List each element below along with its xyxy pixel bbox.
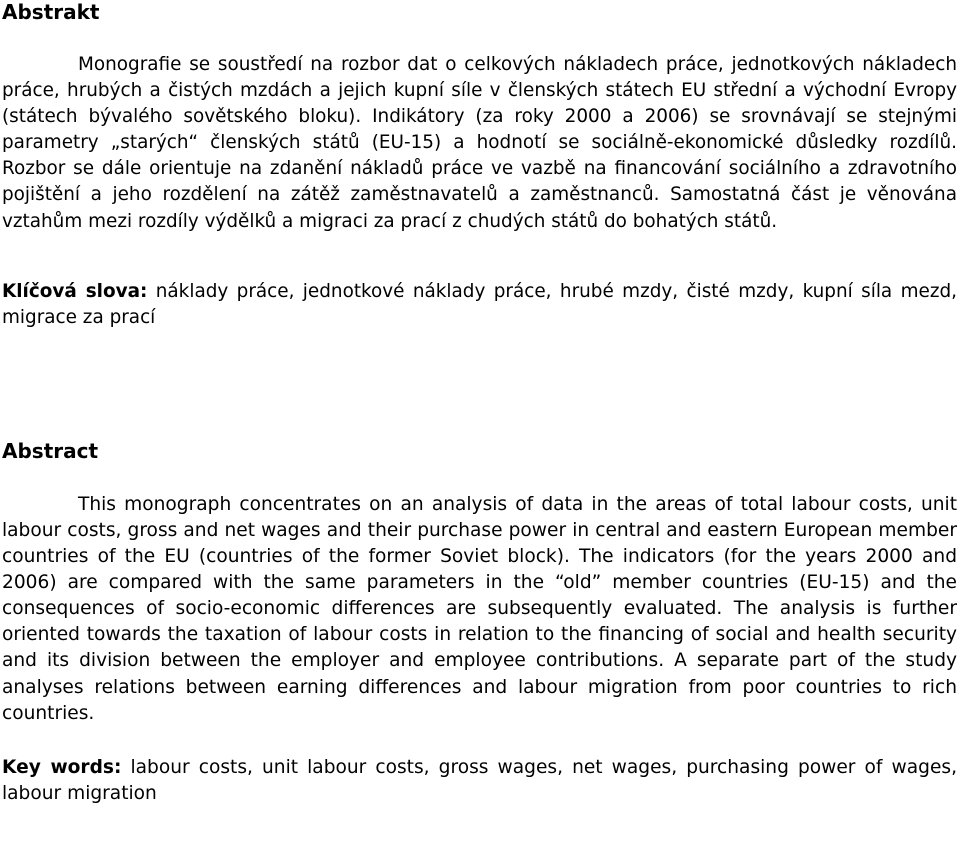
- czech-keywords-list: náklady práce, jednotkové náklady práce, hrubé mzdy, čisté mzdy, kupní síla mezd, migrace za prací: [2, 280, 957, 328]
- english-abstract-body: This monograph concentrates on an analysis of data in the areas of total labour costs, unit labour costs, gross and net wages and their purchase power in central and eastern European member countries of the EU (countries of the former Soviet block). The indicators (for the years 2000 and 2006) are compared with the same parameters in the “old” member countries (EU-15) and the consequences of socio-economic differences are subsequently evaluated. The analysis is further oriented towards the taxation of labour costs in relation to the financing of social and health security and its division between the employer and employee contributions. A separate part of the study analyses relations between earning differences and labour migration from poor countries to rich countries.: [2, 493, 957, 724]
- czech-keywords-label: Klíčová slova:: [2, 280, 148, 302]
- english-keywords: [2, 755, 957, 807]
- english-keywords-label: Key words:: [2, 756, 122, 778]
- english-keywords-list: labour costs, unit labour costs, gross wages, net wages, purchasing power of wages, labour migration: [2, 756, 957, 804]
- czech-abstract-body: Monografie se soustředí na rozbor dat o celkových nákladech práce, jednotkových nákladech práce, hrubých a čistých mzdách a jejich kupní síle v členských státech EU střední a východní Evropy (státech bývalého sovětského bloku). Indikátory (za roky 2000 a 2006) se srovnávají se stejnými parametry „starých“ členských států (EU-15) a hodnotí se sociálně-ekonomické důsledky rozdílů. Rozbor se dále orientuje na zdanění nákladů práce ve vazbě na financování sociálního a zdravotního pojištění a jeho rozdělení na zátěž zaměstnavatelů a zaměstnanců. Samostatná část je věnována vztahům mezi rozdíly výdělků a migraci za prací z chudých států do bohatých států.: [2, 54, 957, 232]
- czech-abstract-heading: Abstrakt: [2, 0, 100, 24]
- english-abstract-heading: Abstract: [2, 438, 99, 463]
- document-page: [2, 0, 957, 807]
- czech-abstract-section: [2, 0, 957, 331]
- english-abstract-section: [2, 439, 957, 807]
- czech-keywords: [2, 279, 957, 331]
